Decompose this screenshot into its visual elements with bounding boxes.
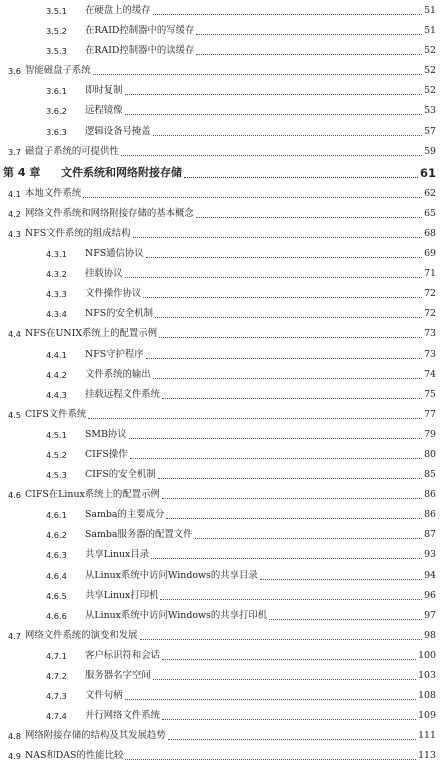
section-title: CIFS文件系统 bbox=[25, 408, 87, 420]
section-title: NFS守护程序 bbox=[85, 348, 144, 360]
dot-leader bbox=[196, 34, 422, 35]
dot-leader bbox=[125, 759, 416, 760]
toc-entry bbox=[0, 586, 442, 606]
section-number: 3.6.1 bbox=[46, 86, 67, 97]
section-title: 从Linux系统中访问Windows的共享打印机 bbox=[85, 609, 268, 621]
dot-leader bbox=[260, 579, 422, 580]
page-number: 80 bbox=[424, 448, 436, 460]
section-number: 4.3.1 bbox=[46, 249, 67, 260]
section-title: 网络文件系统和网络附接存储的基本概念 bbox=[25, 207, 194, 219]
section-number: 4.9 bbox=[8, 751, 22, 762]
section-title: CIFS的安全机制 bbox=[85, 469, 156, 481]
page-number: 93 bbox=[424, 549, 436, 561]
section-number: 4.7.3 bbox=[46, 691, 67, 702]
page-number: 52 bbox=[424, 45, 436, 57]
page-number: 103 bbox=[418, 670, 436, 681]
section-number: 4.5.2 bbox=[46, 449, 67, 460]
dot-leader bbox=[121, 155, 422, 156]
section-number: 3.5.1 bbox=[46, 6, 67, 16]
toc-entry bbox=[0, 365, 442, 385]
section-number: 4.7.2 bbox=[46, 671, 67, 681]
dot-leader bbox=[153, 679, 416, 680]
section-number: 4.3 bbox=[8, 228, 22, 239]
toc-entry bbox=[0, 1, 442, 21]
toc-entry bbox=[0, 606, 442, 626]
toc-entry bbox=[0, 646, 442, 666]
dot-leader bbox=[125, 94, 422, 95]
toc-entry bbox=[0, 142, 442, 162]
toc-entry bbox=[0, 485, 442, 505]
toc-entry bbox=[0, 204, 442, 224]
dot-leader bbox=[125, 277, 422, 278]
section-title: 网络附接存储的结构及其发展趋势 bbox=[25, 730, 166, 742]
toc-entry bbox=[0, 746, 442, 766]
dot-leader bbox=[146, 358, 422, 359]
section-title: SMB协议 bbox=[85, 428, 127, 440]
section-number: 4.3.4 bbox=[46, 309, 67, 320]
section-number: 4.6.6 bbox=[46, 610, 67, 621]
section-title: 逻辑设备号掩盖 bbox=[85, 125, 151, 137]
section-title: 客户标识符和会话 bbox=[85, 649, 161, 661]
section-number: 4.3.2 bbox=[46, 269, 67, 280]
page-number: 109 bbox=[418, 710, 436, 722]
dot-leader bbox=[162, 719, 416, 720]
page-number: 65 bbox=[424, 207, 436, 219]
section-number: 3.5.2 bbox=[46, 26, 67, 37]
section-title: NFS的安全机制 bbox=[85, 308, 154, 320]
dot-leader bbox=[153, 135, 422, 136]
page-number: 98 bbox=[424, 629, 436, 641]
section-number: 4.6.4 bbox=[46, 570, 67, 581]
toc-entry bbox=[0, 666, 442, 686]
section-title: NFS通信协议 bbox=[85, 248, 144, 260]
section-title: 磁盘子系统的可提供性 bbox=[25, 145, 119, 157]
toc-entry bbox=[0, 81, 442, 101]
section-title: Samba的主要成分 bbox=[85, 509, 165, 521]
page-number: 72 bbox=[424, 288, 436, 300]
page-number: 52 bbox=[424, 85, 436, 97]
toc-entry bbox=[0, 224, 442, 244]
section-number: 第 4 章 bbox=[3, 165, 41, 179]
page-number: 111 bbox=[418, 730, 436, 742]
section-title: 挂载远程文件系统 bbox=[85, 388, 161, 400]
page-number: 61 bbox=[419, 165, 436, 180]
page-number: 96 bbox=[424, 589, 436, 601]
page-number: 100 bbox=[418, 649, 436, 661]
dot-leader bbox=[153, 14, 422, 15]
section-number: 3.6.3 bbox=[46, 126, 67, 137]
section-title: CIFS在Linux系统上的配置示例 bbox=[25, 489, 160, 501]
page-number: 71 bbox=[424, 268, 436, 280]
dot-leader bbox=[168, 739, 416, 740]
section-number: 4.4.3 bbox=[46, 389, 67, 400]
toc-entry bbox=[0, 184, 442, 204]
toc-entry bbox=[0, 304, 442, 324]
section-title: 智能磁盘子系统 bbox=[25, 65, 91, 77]
toc-entry bbox=[0, 726, 442, 746]
section-title: 在RAID控制器中的读缓存 bbox=[85, 45, 195, 57]
dot-leader bbox=[159, 337, 422, 338]
section-title: 服务器名字空间 bbox=[85, 670, 151, 681]
toc-entry bbox=[0, 445, 442, 465]
dot-leader bbox=[162, 398, 422, 399]
toc-entry bbox=[0, 505, 442, 525]
section-title: 共享Linux目录 bbox=[85, 549, 150, 561]
dot-leader bbox=[184, 177, 418, 178]
dot-leader bbox=[269, 619, 422, 620]
toc-entry bbox=[0, 244, 442, 264]
page-number: 77 bbox=[424, 408, 436, 420]
dot-leader bbox=[130, 458, 422, 459]
page-number: 108 bbox=[418, 690, 436, 702]
toc-entry bbox=[0, 284, 442, 304]
page-number: 72 bbox=[424, 308, 436, 320]
toc-entry bbox=[0, 101, 442, 121]
dot-leader bbox=[140, 639, 422, 640]
page-number: 68 bbox=[424, 227, 436, 239]
page-number: 69 bbox=[424, 248, 436, 260]
page-number: 74 bbox=[424, 368, 436, 380]
toc-entry bbox=[0, 706, 442, 726]
page-number: 94 bbox=[424, 569, 436, 581]
toc-entry bbox=[0, 686, 442, 706]
table-of-contents bbox=[0, 1, 442, 766]
section-number: 3.6 bbox=[8, 66, 22, 77]
page-number: 85 bbox=[424, 469, 436, 481]
section-number: 4.4.1 bbox=[46, 349, 67, 360]
toc-entry bbox=[0, 61, 442, 81]
section-title: 在硬盘上的缓存 bbox=[85, 5, 151, 16]
toc-entry bbox=[0, 545, 442, 565]
dot-leader bbox=[162, 659, 416, 660]
section-title: 本地文件系统 bbox=[25, 187, 82, 199]
section-number: 4.1 bbox=[8, 188, 22, 199]
toc-entry bbox=[0, 425, 442, 445]
toc-entry bbox=[0, 122, 442, 142]
section-title: 从Linux系统中访问Windows的共享目录 bbox=[85, 569, 258, 581]
section-number: 4.2 bbox=[8, 208, 22, 219]
toc-entry bbox=[0, 21, 442, 41]
section-number: 4.8 bbox=[8, 731, 22, 742]
section-number: 4.5.1 bbox=[46, 429, 67, 440]
section-title: CIFS操作 bbox=[85, 448, 128, 460]
section-number: 4.6.5 bbox=[46, 590, 67, 601]
toc-entry bbox=[0, 626, 442, 646]
section-number: 3.6.2 bbox=[46, 106, 67, 117]
section-number: 3.7 bbox=[8, 146, 22, 157]
dot-leader bbox=[125, 114, 422, 115]
toc-entry bbox=[0, 465, 442, 485]
page-number: 86 bbox=[424, 509, 436, 521]
page-number: 53 bbox=[424, 105, 436, 117]
toc-entry bbox=[0, 566, 442, 586]
section-number: 4.6.3 bbox=[46, 550, 67, 561]
dot-leader bbox=[166, 518, 422, 519]
page-number: 59 bbox=[424, 145, 436, 157]
toc-entry bbox=[0, 345, 442, 365]
section-title: 远程镜像 bbox=[85, 105, 123, 117]
dot-leader bbox=[88, 418, 422, 419]
page-number: 87 bbox=[424, 529, 436, 541]
section-number: 4.4.2 bbox=[46, 369, 67, 380]
page-number: 75 bbox=[424, 388, 436, 400]
dot-leader bbox=[160, 599, 422, 600]
page-number: 97 bbox=[424, 609, 436, 621]
page-number: 73 bbox=[424, 348, 436, 360]
dot-leader bbox=[151, 558, 422, 559]
page-number: 73 bbox=[424, 328, 436, 340]
section-number: 4.3.3 bbox=[46, 289, 67, 300]
section-title: NAS和DAS的性能比较 bbox=[25, 750, 124, 762]
dot-leader bbox=[133, 237, 422, 238]
section-title: NFS文件系统的组成结构 bbox=[25, 227, 131, 239]
dot-leader bbox=[93, 74, 422, 75]
section-number: 4.7.4 bbox=[46, 711, 67, 722]
section-number: 4.5.3 bbox=[46, 470, 67, 481]
dot-leader bbox=[129, 438, 422, 439]
dot-leader bbox=[83, 197, 422, 198]
dot-leader bbox=[125, 699, 416, 700]
section-number: 4.5 bbox=[8, 409, 22, 420]
section-title: 并行网络文件系统 bbox=[85, 710, 161, 722]
toc-entry bbox=[0, 525, 442, 545]
section-title: 网络文件系统的演变和发展 bbox=[25, 629, 138, 641]
dot-leader bbox=[162, 498, 422, 499]
chapter-heading bbox=[0, 162, 442, 184]
section-title: 文件操作协议 bbox=[85, 288, 142, 300]
dot-leader bbox=[153, 378, 422, 379]
section-title: 文件句柄 bbox=[85, 690, 123, 702]
dot-leader bbox=[196, 54, 422, 55]
section-title: 共享Linux打印机 bbox=[85, 589, 159, 601]
page-number: 62 bbox=[424, 187, 436, 199]
section-title: 即时复制 bbox=[85, 85, 123, 97]
section-title: 文件系统和网络附接存储 bbox=[61, 165, 182, 179]
section-title: 挂载协议 bbox=[85, 268, 123, 280]
section-number: 4.6 bbox=[8, 490, 22, 501]
section-number: 4.7.1 bbox=[46, 650, 67, 661]
section-number: 4.6.2 bbox=[46, 530, 67, 541]
toc-entry bbox=[0, 41, 442, 61]
dot-leader bbox=[155, 317, 422, 318]
toc-entry bbox=[0, 385, 442, 405]
toc-entry bbox=[0, 405, 442, 425]
toc-entry bbox=[0, 264, 442, 284]
page-number: 86 bbox=[424, 489, 436, 501]
dot-leader bbox=[196, 217, 422, 218]
page-number: 51 bbox=[424, 5, 436, 16]
dot-leader bbox=[146, 257, 422, 258]
page-number: 52 bbox=[424, 65, 436, 77]
toc-entry bbox=[0, 324, 442, 344]
section-number: 4.7 bbox=[8, 630, 22, 641]
section-title: Samba服务器的配置文件 bbox=[85, 529, 193, 541]
section-title: 文件系统的输出 bbox=[85, 368, 151, 380]
section-number: 4.6.1 bbox=[46, 510, 67, 521]
dot-leader bbox=[195, 538, 422, 539]
section-title: 在RAID控制器中的写缓存 bbox=[85, 25, 195, 37]
dot-leader bbox=[143, 297, 422, 298]
dot-leader bbox=[158, 478, 422, 479]
section-number: 4.4 bbox=[8, 329, 22, 340]
section-number: 3.5.3 bbox=[46, 46, 67, 57]
page-number: 113 bbox=[418, 750, 436, 762]
page-number: 57 bbox=[424, 125, 436, 137]
section-title: NFS在UNIX系统上的配置示例 bbox=[25, 328, 157, 340]
page-number: 79 bbox=[424, 428, 436, 440]
page-number: 51 bbox=[424, 25, 436, 37]
